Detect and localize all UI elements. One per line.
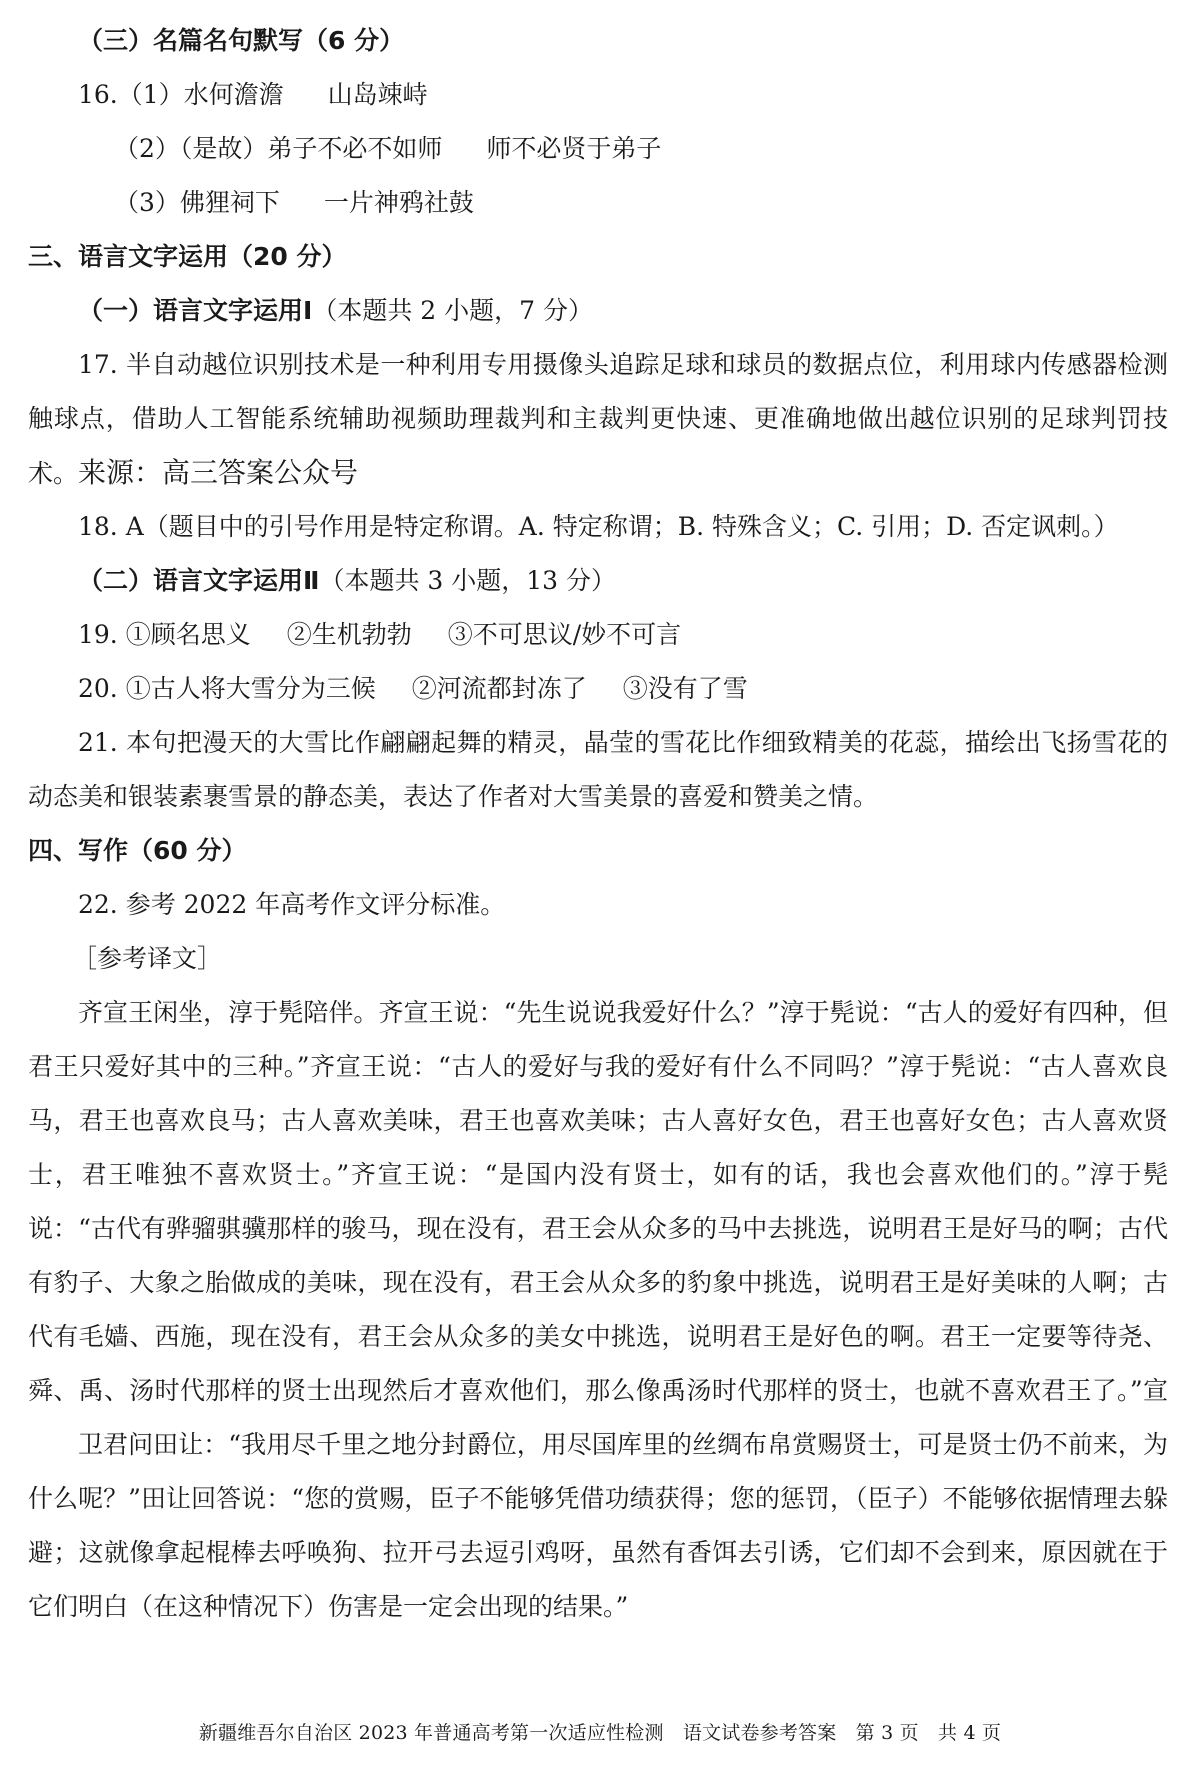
q16-line-2 [28, 122, 1168, 176]
q16-answer-3a: （3）佛狸祠下 [114, 188, 280, 217]
sub-two-note: （本题共 3 小题，13 分） [319, 566, 617, 595]
q22-answer [28, 878, 1168, 932]
section-title-text: （三）名篇名句默写（6 分） [78, 26, 405, 55]
q20-answer [28, 662, 1168, 716]
q21-answer [28, 716, 1168, 824]
q17-answer [28, 338, 1168, 500]
sub-one-note: （本题共 2 小题，7 分） [312, 296, 593, 325]
translation-label [28, 932, 1168, 986]
q19-answer-b: ②生机勃勃 [286, 620, 412, 649]
q19-answer [28, 608, 1168, 662]
translation-paragraph-2 [28, 1418, 1168, 1634]
q16-answer-1b: 山岛竦峙 [327, 80, 428, 109]
part-four-title-text: 四、写作（60 分） [28, 836, 247, 865]
q19-answer-c: ③不可思议/妙不可言 [447, 620, 682, 649]
q16-line-3 [28, 176, 1168, 230]
part-three-title [28, 230, 1168, 284]
q19-answer-a: 19. ①顾名思义 [78, 620, 251, 649]
q16-answer-3b: 一片神鸦社鼓 [323, 188, 474, 217]
section-three-sub-title [28, 14, 1168, 68]
translation-label-text: ［参考译文］ [72, 944, 223, 973]
part-three-sub-one-title [28, 284, 1168, 338]
part-three-title-text: 三、语言文字运用（20 分） [28, 242, 347, 271]
q22-answer-text: 22. 参考 2022 年高考作文评分标准。 [78, 890, 506, 919]
sub-two-title-text: （二）语言文字运用Ⅱ [78, 566, 320, 595]
source-watermark: 来源：高三答案公众号 [78, 456, 359, 489]
q18-answer [28, 500, 1168, 554]
translation-paragraph-2-text: 卫君问田让：“我用尽千里之地分封爵位，用尽国库里的丝绸布帛赏赐贤士，可是贤士仍不前来，为什么呢？”田让回答说：“您的赏赐，臣子不能够凭借功绩获得；您的惩罚，（臣子）不能够依据情理去躲避；这就像拿起棍棒去呼唤狗、拉开弓去逗引鸡呀，虽然有香饵去引诱，它们却不会到来，原因就在于它们明白（在这种情况下）伤害是一定会出现的结果。” [28, 1430, 1168, 1621]
translation-paragraph-1 [28, 986, 1168, 1418]
q16-answer-1a: 16.（1）水何澹澹 [78, 80, 284, 109]
part-four-title [28, 824, 1168, 878]
q17-answer-text: 17. 半自动越位识别技术是一种利用专用摄像头追踪足球和球员的数据点位，利用球内传感器检测触球点，借助人工智能系统辅助视频助理裁判和主裁判更快速、更准确地做出越位识别的足球判罚技术。 [28, 350, 1168, 488]
translation-paragraph-1-text: 齐宣王闲坐，淳于髡陪伴。齐宣王说：“先生说说我爱好什么？”淳于髡说：“古人的爱好有四种，但君王只爱好其中的三种。”齐宣王说：“古人的爱好与我的爱好有什么不同吗？”淳于髡说：“古人喜欢良马，君王也喜欢良马；古人喜欢美味，君王也喜欢美味；古人喜好女色，君王也喜好女色；古人喜欢贤士，君王唯独不喜欢贤士。”齐宣王说：“是国内没有贤士，如有的话，我也会喜欢他们的。”淳于髡说：“古代有骅骝骐骥那样的骏马，现在没有，君王会从众多的马中去挑选，说明君王是好马的啊；古代有豹子、大象之胎做成的美味，现在没有，君王会从众多的豹象中挑选，说明君王是好美味的人啊；古代有毛嫱、西施，现在没有，君王会从众多的美女中挑选，说明君王是好色的啊。君王一定要等待尧、舜、禹、汤时代那样的贤士出现然后才喜欢他们，那么像禹汤时代那样的贤士，也就不喜欢君王了。”宣 [28, 998, 1168, 1405]
page-footer [0, 1718, 1200, 1745]
q16-line-1 [28, 68, 1168, 122]
part-three-sub-two-title [28, 554, 1168, 608]
footer-text: 新疆维吾尔自治区 2023 年普通高考第一次适应性检测 语文试卷参考答案 第 3 页 共 4 页 [198, 1722, 1002, 1744]
q18-answer-text: 18. A（题目中的引号作用是特定称谓。A. 特定称谓；B. 特殊含义；C. 引用；D. 否定讽刺。） [78, 512, 1119, 541]
q21-answer-text: 21. 本句把漫天的大雪比作翩翩起舞的精灵，晶莹的雪花比作细致精美的花蕊，描绘出飞扬雪花的动态美和银装素裹雪景的静态美，表达了作者对大雪美景的喜爱和赞美之情。 [28, 728, 1168, 811]
q20-answer-b: ②河流都封冻了 [411, 674, 587, 703]
sub-one-title-text: （一）语言文字运用Ⅰ [78, 296, 313, 325]
q16-answer-2a: （2）（是故）弟子不必不如师 [114, 134, 443, 163]
q16-answer-2b: 师不必贤于弟子 [486, 134, 662, 163]
q20-answer-a: 20. ①古人将大雪分为三候 [78, 674, 376, 703]
q20-answer-c: ③没有了雪 [622, 674, 748, 703]
